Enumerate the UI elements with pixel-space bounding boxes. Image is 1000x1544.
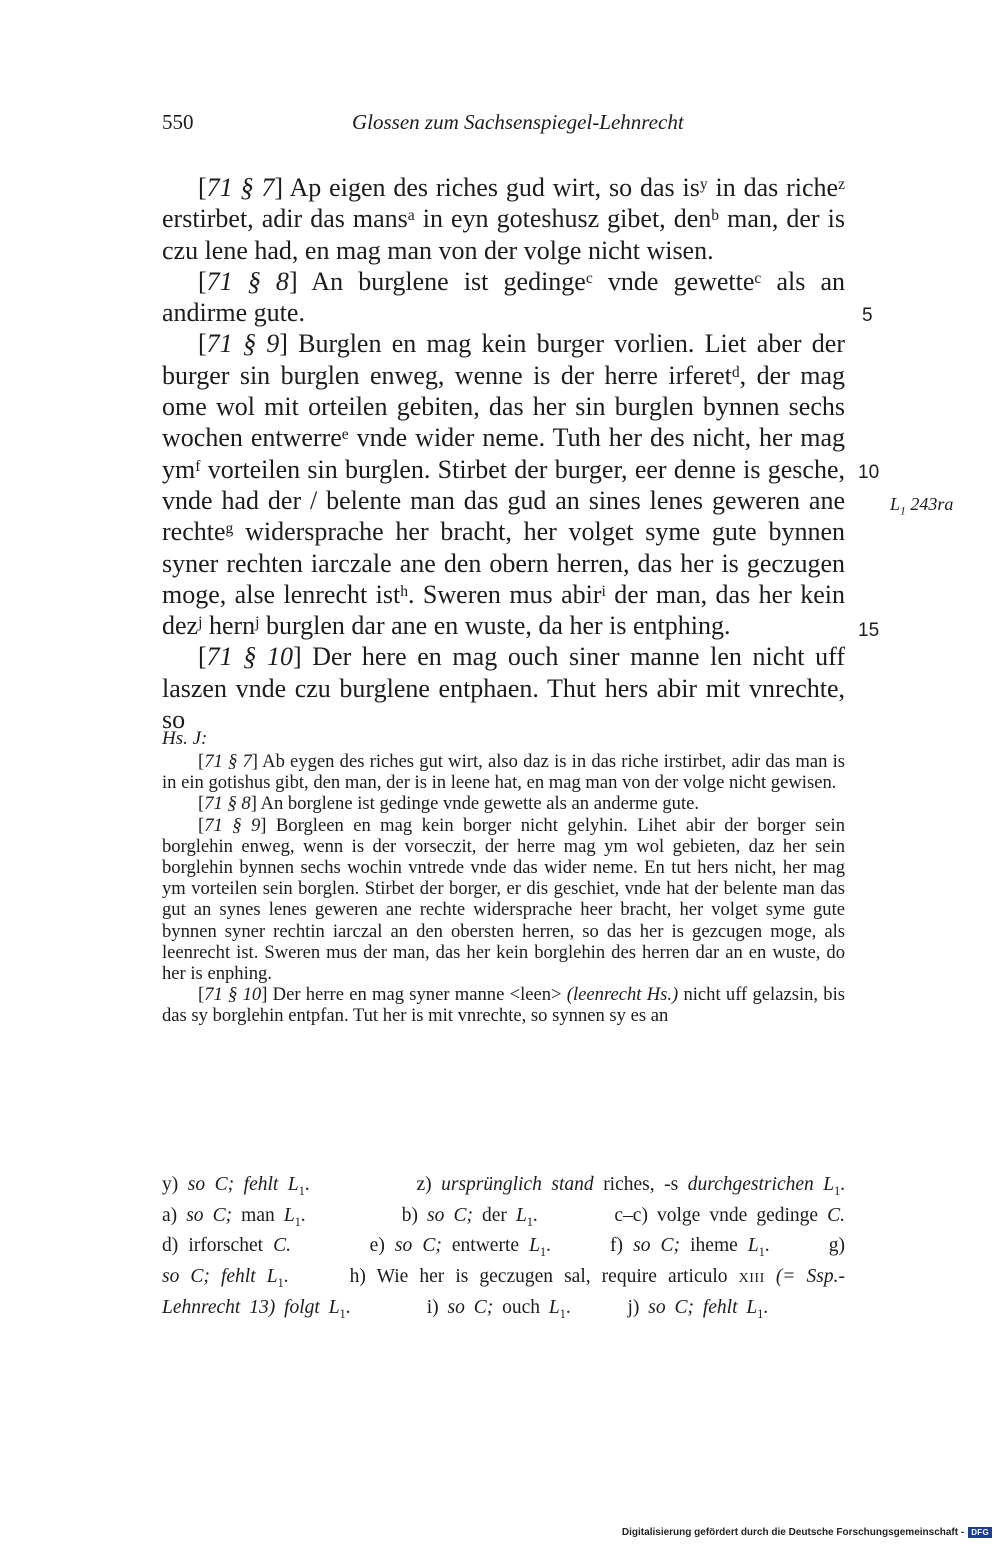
text: als an andirme gute.: [162, 266, 846, 328]
text: . Sweren mus abir: [408, 579, 602, 609]
section-ref: 71 § 10: [206, 642, 293, 672]
footnote-f: f) so C; iheme $L_1$.: [610, 1235, 770, 1260]
text: Burglen en mag kein burger vorlien. Liet aber der burger sin burglen enweg, wenne is der herre irferet: [162, 329, 846, 390]
footnote-mark: a: [407, 207, 415, 225]
footnote-mark: f: [195, 457, 201, 475]
text: Ab eygen des riches gut wirt, also daz is in das riche irstirbet, adir das man is in ein gotishus gibt, den man, der is in leene hat, en mag man von der volge nicht gewisen.: [162, 751, 845, 794]
footnote-mark: b: [711, 207, 720, 225]
footnotes: [162, 1173, 845, 1326]
text: erstirbet, adir das mans: [162, 204, 408, 234]
text: vnde wider neme. Tuth her des nicht, her mag ym: [162, 423, 845, 484]
page-number: 550: [162, 110, 194, 134]
manuscript-j-heading: Hs. J:: [162, 728, 208, 749]
footnote-mark: j: [255, 614, 260, 632]
footnote-mark: j: [198, 614, 203, 632]
text: , der mag ome wol mit orteilen gebiten, das her sin burglen bynnen sechs wochen entwerre: [162, 360, 845, 453]
text: in das riche: [707, 173, 839, 202]
line-number-15: 15: [858, 620, 880, 641]
text: vorteilen sin burglen. Stirbet der burger, eer denne is gesche, vnde had der / belente man das gud an sines lenes geweren ane rechte: [162, 454, 845, 547]
footnote-mark: y: [699, 175, 708, 193]
manuscript-j-text: [162, 751, 845, 1027]
text: widersprache her bracht, her volget syme gute bynnen syner rechten iarczale ane den obern herren, das her is geczugen moge, alse lenrecht ist: [162, 517, 845, 609]
footnote-mark: g: [225, 520, 234, 538]
dfg-logo-icon: DFG: [968, 1527, 992, 1538]
footnote-g: g) so C; fehlt $L_1$.: [162, 1235, 846, 1290]
footnote-y: y) so C; fehlt $L_1$.: [162, 1174, 310, 1198]
text: Borgleen en mag kein borger nicht gelyhin. Lihet abir der borger sein borglehin enweg, wenn is der vorseczit, der herre mag ym wol gebieten, daz her sein borglehin bynnen sechs wochin vntrede vnde das wider neme. En tut hers nicht, her mag ym vorteilen sein borglen. Stirbet der borger, er dis geschiet, vnde hat der belente man das gut an synes lenes geweren ane rechte widersprache heer bracht, her volget syme gute bynnen syner rechtin iarczal an den obersten herren, so das her is gezcugen moge, als leenrecht ist. Sweren mus der man, das her kein borglehin des herren dar an en wuste, do her is enphing.: [162, 814, 846, 985]
text: der man, das her kein dez: [162, 579, 845, 641]
text: in eyn goteshusz gibet, den: [414, 204, 712, 234]
text: Ap eigen des riches gud wirt, so das is: [283, 173, 700, 202]
text: An burglene ist gedinge: [297, 266, 586, 296]
footnote-c: c–c) volge vnde gedinge C.: [614, 1204, 846, 1226]
line-number-10: 10: [858, 462, 880, 483]
text: An borglene ist gedinge vnde gewette als an anderme gute.: [256, 793, 700, 815]
footnote-mark: d: [731, 363, 740, 381]
text: hern: [202, 611, 256, 641]
text: burglen dar ane en wuste, da her is entphing.: [259, 611, 731, 641]
footnote-mark: c: [754, 269, 762, 287]
footnote-mark: h: [400, 582, 409, 600]
text: vnde gewette: [592, 266, 755, 296]
footnote-i: i) so C; ouch $L_1$.: [426, 1296, 571, 1321]
digitization-credit: [622, 1527, 992, 1538]
text: man, der is czu lene had, en mag man von der volge nicht wisen.: [162, 204, 845, 265]
footnote-mark: i: [601, 582, 606, 600]
section-ref: 71 § 10: [204, 984, 262, 1006]
hs-paragraph-71-8: [71 § 8] An borglene ist gedinge vnde gewette als an anderme gute.: [198, 793, 700, 815]
section-ref: 71 § 9: [204, 814, 261, 836]
hs-paragraph-71-10: [71 § 10] Der herre en mag syner manne <leen> (leenrecht Hs.) nicht uff gelazsin, bis das sy borglehin entpfan. Tut her is mit vnrechte, so synnen sy es an: [162, 984, 846, 1027]
paragraph-71-8: [71 § 8] An burglene ist gedinge$^c$ vnde gewette$^c$ als an andirme gute.: [162, 266, 846, 328]
text: nicht uff gelazsin, bis das sy borglehin entpfan. Tut her is mit vnrechte, so synnen sy es an: [162, 984, 846, 1027]
line-number-5: 5: [862, 305, 873, 326]
footnote-a: a) so C; man $L_1$.: [162, 1204, 306, 1229]
paragraph-71-9: [71 § 9] Burglen en mag kein burger vorlien. Liet aber der burger sin burglen enweg, wenne is der herre irferet$^d$, der mag ome wol mit orteilen gebiten, das her sin burglen bynnen sechs wochen entwerre$^e$ vnde wider neme. Tuth her des nicht, her mag $ym^f$ vorteilen sin burglen. Stirbet der burger, eer denne is gesche, vnde had der / belente man das gud an sines lenes geweren ane rechte$^g$ widersprache her bracht, her volget syme gute bynnen syner rechten iarczale ane den obern herren, das her is geczugen moge, alse lenrecht ist$^h$. Sweren mus abir$^i$ der man, das her kein dez$^j$ hern$^j$ burglen dar ane en wuste, da her is entphing.: [162, 329, 846, 641]
section-ref: 71 § 7: [206, 173, 275, 202]
footnote-mark: c: [585, 269, 593, 287]
text: Der herre en mag syner manne <leen>: [267, 984, 567, 1006]
main-text: [162, 172, 845, 735]
footnote-j: j) so C; fehlt $L_1$.: [627, 1296, 769, 1321]
section-ref: 71 § 8: [204, 793, 251, 815]
section-ref: 71 § 8: [206, 266, 289, 296]
paragraph-71-10: [71 § 10] Der here en mag ouch siner manne len nicht uff laszen vnde czu burglene entphaen. Thut hers abir mit vnrechte, so: [162, 642, 846, 735]
footnote-e: e) so C; entwerte $L_1$.: [369, 1235, 551, 1260]
section-ref: 71 § 7: [204, 751, 252, 772]
footnote-z: z) ursprünglich stand riches, -s durchgestrichen $L_1$.: [416, 1174, 846, 1198]
running-title: Glossen zum Sachsenspiegel-Lehnrecht: [352, 110, 684, 134]
paragraph-71-7: [71 § 7] Ap eigen des riches gud wirt, so das $is^y$ in das riche$^z$ erstirbet, adir das mans$^a$ in eyn goteshusz gibet, den$^b$ man, der is czu lene had, en mag man von der volge nicht wisen.: [162, 173, 846, 265]
footnote-mark: z: [838, 175, 846, 193]
hs-paragraph-71-7: [71 § 7] Ab eygen des riches gut wirt, also daz is in das riche irstirbet, adir das man is in ein gotishus gibt, den man, der is in leene hat, en mag man von der volge nicht gewisen.: [162, 751, 845, 794]
footnote-b: b) so C; der $L_1$.: [401, 1204, 538, 1229]
credit-text: Digitalisierung gefördert durch die Deutsche Forschungsgemeinschaft -: [621, 1527, 965, 1538]
margin-folio-note: $L_1$ 243ra: [890, 494, 954, 518]
hs-paragraph-71-9: [71 § 9] Borgleen en mag kein borger nicht gelyhin. Lihet abir der borger sein borglehin enweg, wenn is der vorseczit, der herre mag ym wol gebieten, daz her sein borglehin bynnen sechs wochin vntrede vnde das wider neme. En tut hers nicht, her mag ym vorteilen sein borglen. Stirbet der borger, er dis geschiet, vnde hat der belente man das gut an synes lenes geweren ane rechte widersprache heer bracht, her volget syme gute bynnen syner rechtin iarczal an den obersten herren, so das her is gezcugen moge, als leenrecht ist. Sweren mus der man, das her kein borglehin des herren dar an en wuste, do her is enphing.: [162, 814, 846, 985]
footnote-mark: e: [341, 426, 349, 444]
text: Der here en mag ouch siner manne len nicht uff laszen vnde czu burglene entphaen. Thut hers abir mit vnrechte, so: [162, 642, 846, 735]
footnote-h: h) Wie her is geczugen sal, require articulo XIII (= Ssp.-Lehnrecht 13) folgt $L_1$.: [162, 1266, 845, 1321]
editorial-note: (leenrecht Hs.): [566, 984, 679, 1006]
footnote-d: d) irforschet C.: [162, 1235, 292, 1257]
section-ref: 71 § 9: [206, 329, 280, 359]
